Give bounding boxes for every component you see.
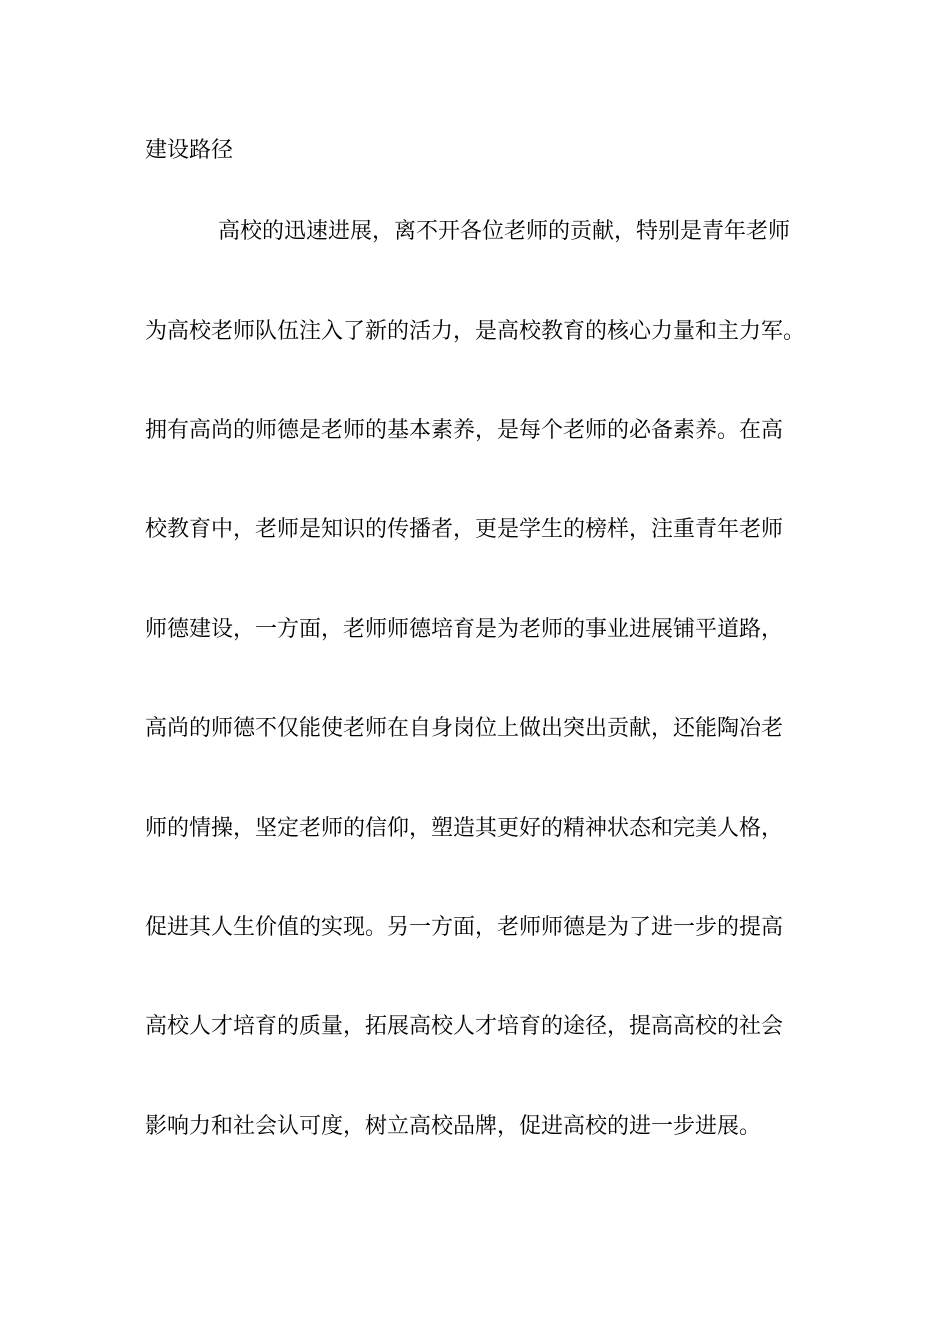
paragraph-line: 促进其人生价值的实现。另一方面，老师师德是为了进一步的提高 bbox=[145, 915, 784, 940]
paragraph-line: 高尚的师德不仅能使老师在自身岗位上做出突出贡献，还能陶冶老 bbox=[145, 716, 784, 741]
paragraph-line: 师德建设，一方面，老师师德培育是为老师的事业进展铺平道路， bbox=[145, 617, 784, 642]
paragraph-line: 校教育中，老师是知识的传播者，更是学生的榜样，注重青年老师 bbox=[145, 517, 784, 542]
paragraph-line: 拥有高尚的师德是老师的基本素养，是每个老师的必备素养。在高 bbox=[145, 418, 784, 443]
paragraph-line: 为高校老师队伍注入了新的活力，是高校教育的核心力量和主力军。 bbox=[145, 319, 806, 344]
paragraph-line: 影响力和社会认可度，树立高校品牌，促进高校的进一步进展。 bbox=[145, 1114, 762, 1139]
section-heading: 建设路径 bbox=[145, 138, 234, 163]
paragraph-line: 高校的迅速进展，离不开各位老师的贡献，特别是青年老师 bbox=[218, 219, 791, 244]
paragraph-line: 师的情操，坚定老师的信仰，塑造其更好的精神状态和完美人格， bbox=[145, 816, 784, 841]
paragraph-line: 高校人才培育的质量，拓展高校人才培育的途径，提高高校的社会 bbox=[145, 1014, 784, 1039]
